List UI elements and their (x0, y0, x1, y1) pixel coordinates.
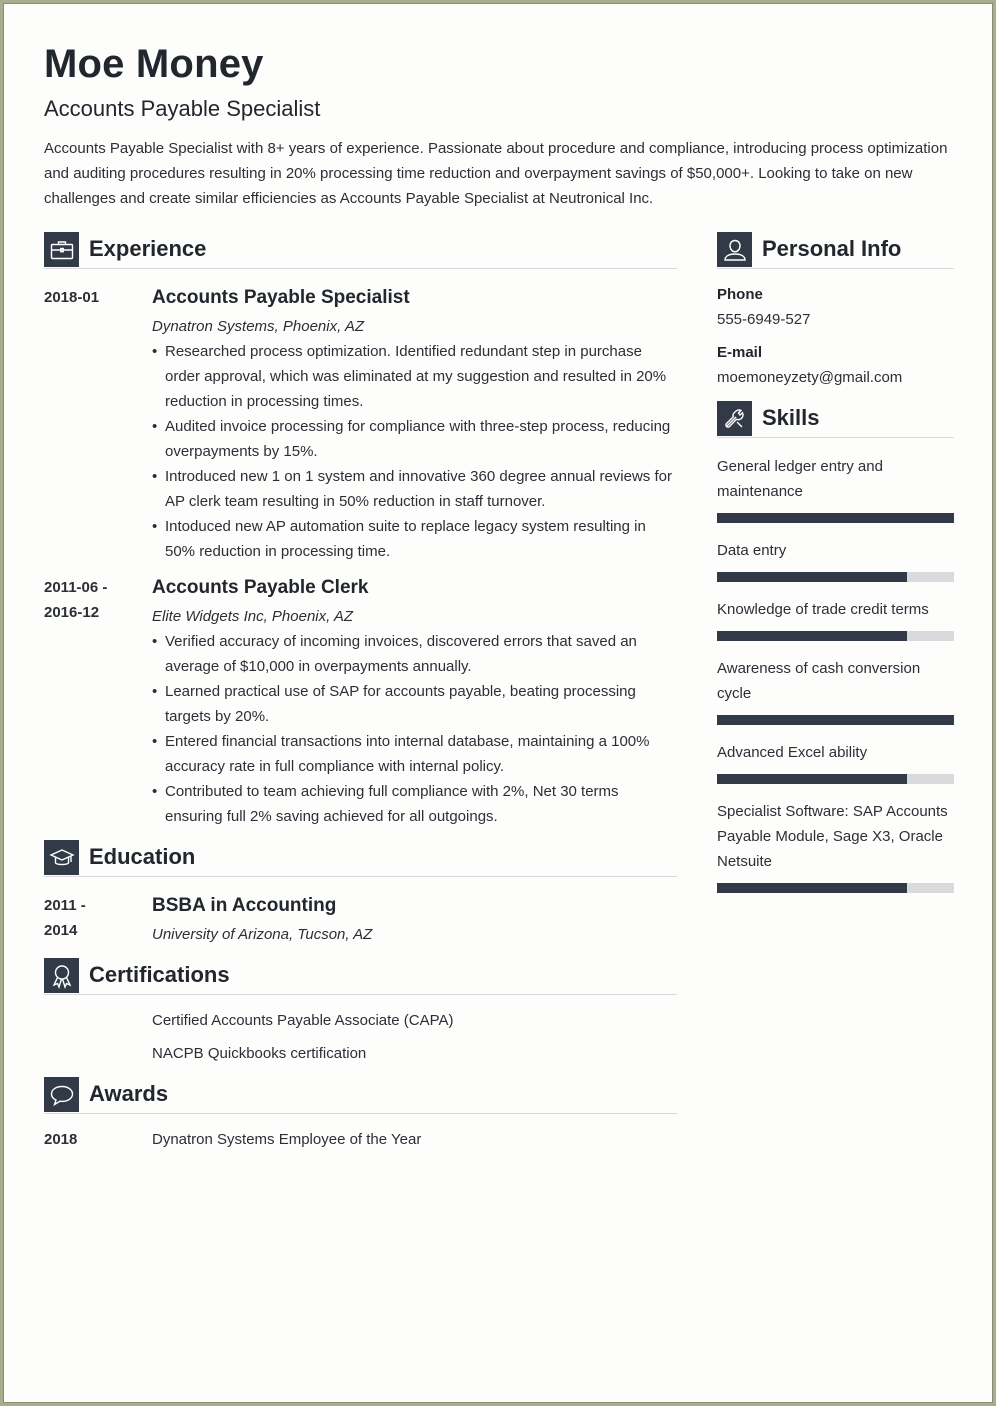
job-bullet: • Introduced new 1 on 1 system and innovative 360 degree annual reviews for AP clerk team resulting in 50% reduction in staff turnover. (152, 464, 677, 514)
phone-value: 555-6949-527 (717, 311, 811, 328)
skill-item (717, 656, 954, 725)
skill-name: Specialist Software: SAP Accounts Payable Module, Sage X3, Oracle Netsuite (717, 803, 948, 870)
skill-item (717, 454, 954, 523)
degree: BSBA in Accounting (152, 895, 337, 916)
candidate-name: Moe Money (44, 42, 264, 86)
skills-heading: Skills (762, 405, 820, 430)
job-bullet: • Learned practical use of SAP for accounts payable, beating processing targets by 20%. (152, 679, 677, 729)
skill-bar-fill (717, 631, 907, 641)
experience-heading: Experience (89, 236, 207, 261)
speech-bubble-icon (44, 1077, 79, 1112)
job-bullet: • Intoduced new AP automation suite to replace legacy system resulting in 50% reduction in processing time. (152, 514, 677, 564)
certifications-section-header (44, 958, 677, 995)
job-date: 2018-01 (44, 289, 100, 306)
award-text: Dynatron Systems Employee of the Year (152, 1131, 422, 1148)
job-title: Accounts Payable Specialist (44, 96, 321, 121)
education-date: 2011 - 2014 (44, 897, 86, 939)
skill-name: Data entry (717, 542, 787, 559)
phone-label: Phone (717, 286, 763, 303)
skill-item (717, 597, 954, 641)
skill-bar (717, 513, 954, 523)
education-heading: Education (89, 844, 196, 869)
personal-info-heading: Personal Info (762, 236, 902, 261)
awards-section-header (44, 1077, 677, 1114)
job-bullet: • Researched process optimization. Identified redundant step in purchase order approval, which was eliminated at my suggestion and resulted in 20% reduction in processing times. (152, 339, 677, 414)
skill-name: General ledger entry and maintenance (717, 458, 883, 500)
skill-bar-fill (717, 883, 907, 893)
tools-icon (717, 401, 752, 436)
job-date: 2011-06 - 2016-12 (44, 579, 108, 621)
job-company: Elite Widgets Inc, Phoenix, AZ (152, 608, 354, 625)
skill-bar (717, 572, 954, 582)
skill-item (717, 799, 954, 893)
job-role: Accounts Payable Clerk (152, 577, 369, 598)
skill-bar-fill (717, 572, 907, 582)
skill-item (717, 740, 954, 784)
job-company: Dynatron Systems, Phoenix, AZ (152, 318, 365, 335)
job-bullet: • Audited invoice processing for compliance with three-step process, reducing overpayments by 15%. (152, 414, 677, 464)
job-role: Accounts Payable Specialist (152, 287, 410, 308)
skill-name: Knowledge of trade credit terms (717, 601, 929, 618)
school: University of Arizona, Tucson, AZ (152, 926, 373, 943)
briefcase-icon (44, 232, 79, 267)
education-section-header (44, 840, 677, 877)
job-bullet: • Verified accuracy of incoming invoices, discovered errors that saved an average of $10,000 in overpayments annually. (152, 629, 677, 679)
email-label: E-mail (717, 344, 763, 361)
job-bullets (152, 629, 677, 829)
awards-heading: Awards (89, 1081, 169, 1106)
job-bullet: • Entered financial transactions into internal database, maintaining a 100% accuracy rate in full compliance with internal policy. (152, 729, 677, 779)
award-ribbon-icon (44, 958, 79, 993)
job-bullet: • Contributed to team achieving full compliance with 2%, Net 30 terms ensuring full 2% saving achieved for all outgoings. (152, 779, 677, 829)
skill-bar-fill (717, 513, 954, 523)
certification-item: NACPB Quickbooks certification (152, 1045, 367, 1062)
skill-bar (717, 631, 954, 641)
skill-bar (717, 715, 954, 725)
skills-section-header (717, 401, 954, 438)
certifications-heading: Certifications (89, 962, 230, 987)
skill-item (717, 538, 954, 582)
award-date: 2018 (44, 1131, 78, 1148)
graduation-cap-icon (44, 840, 79, 875)
person-icon (717, 232, 752, 267)
skill-bar (717, 883, 954, 893)
skill-name: Advanced Excel ability (717, 744, 868, 761)
skill-name: Awareness of cash conversion cycle (717, 660, 921, 702)
skill-bar-fill (717, 774, 907, 784)
certification-item: Certified Accounts Payable Associate (CAPA) (152, 1012, 454, 1029)
email-value: moemoneyzety@gmail.com (717, 369, 903, 386)
personal-info-section-header (717, 232, 954, 269)
skill-bar (717, 774, 954, 784)
job-bullets (152, 339, 677, 564)
resume-page (3, 3, 993, 1403)
skill-bar-fill (717, 715, 954, 725)
experience-section-header (44, 232, 677, 269)
summary: Accounts Payable Specialist with 8+ years of experience. Passionate about procedure and compliance, introducing process optimization and auditing procedures resulting in 20% processing time reduction and overpayment savings of $50,000+. Looking to take on new challenges and create similar efficiencies as Accounts Payable Specialist at Neutronical Inc. (44, 140, 948, 207)
